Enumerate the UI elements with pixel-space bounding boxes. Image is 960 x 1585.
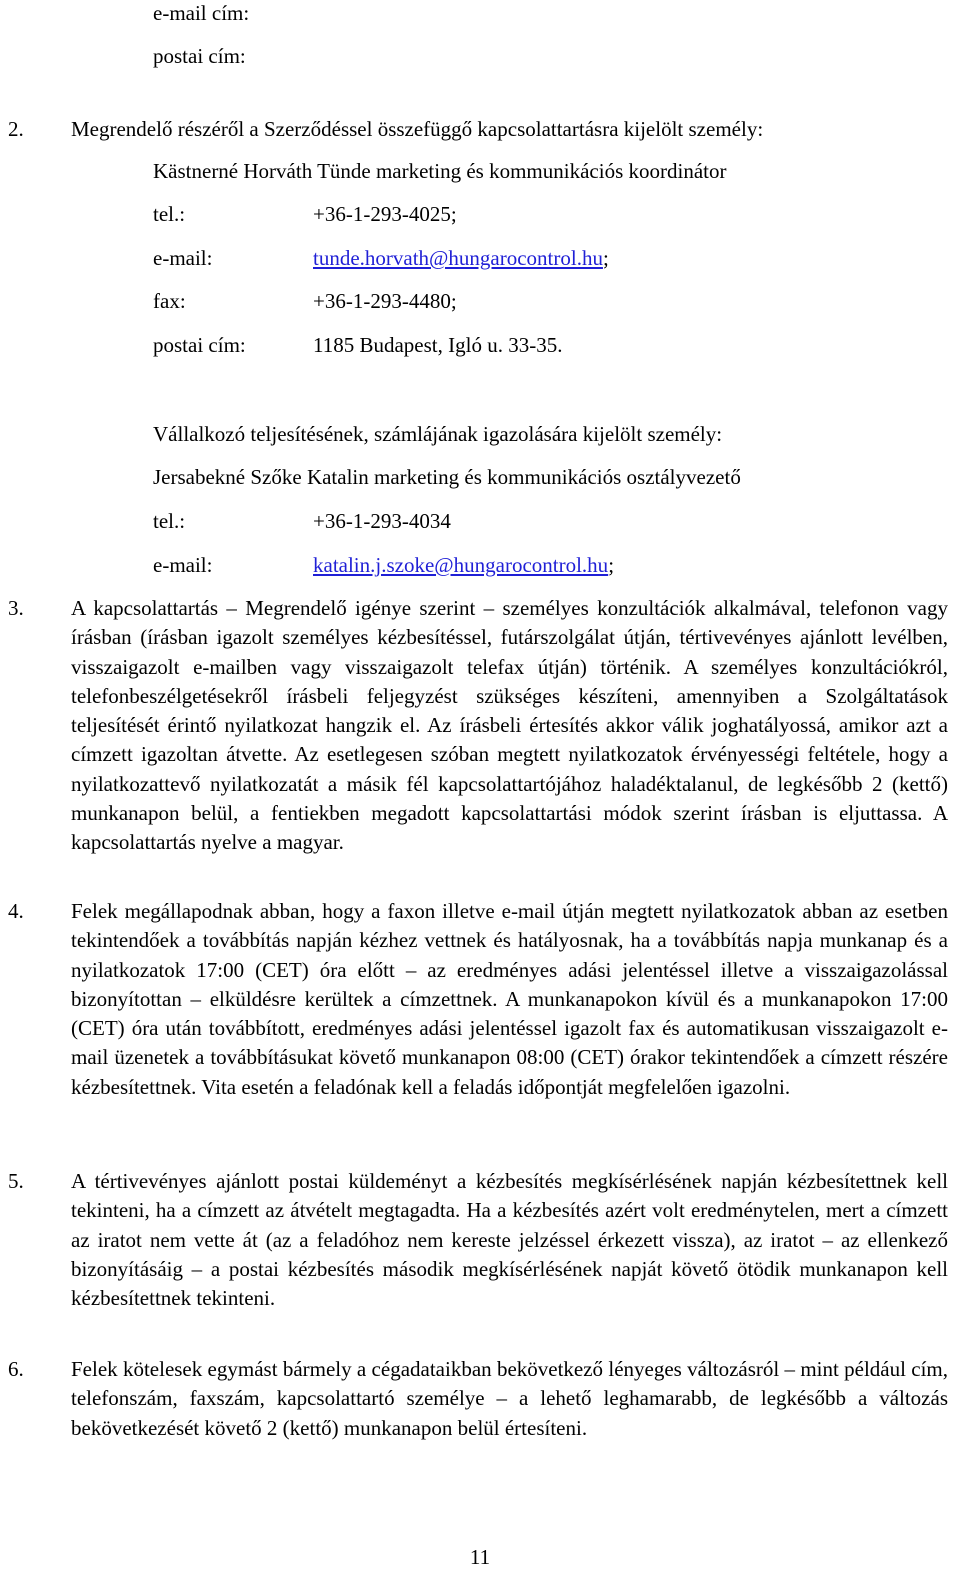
fax-value: +36-1-293-4480; <box>313 289 457 313</box>
paragraph: A tértivevényes ajánlott postai küldeményt a kézbesítés megkísérlésének napján kézbesítettnek kell tekinteni, ha a címzett az átvételt megtagadta. Ha a kézbesítés azért volt eredménytelen, mert a címzett az iratot nem vette át (az a feladóhoz nem kereste jelzéssel érkezett vissza), az iratot – az ellenkező bizonyításáig – a postai kézbesítés második megkísérlésének napját követő ötödik munkanapon kell kézbesítettnek tekinteni. <box>71 1169 948 1311</box>
paragraph: A kapcsolattartás – Megrendelő igénye szerint – személyes konzultációk alkalmával, telefonon vagy írásban (írásban igazolt személyes kézbesítéssel, futárszolgálat útján, tértivevényes ajánlott levélben, visszaigazolt e-mailben vagy visszaigazolt telefax útján) történik. A személyes konzultációkról, telefonbeszélgetésekről írásbeli feljegyzést szükséges készíteni, amennyiben a Szolgáltatások teljesítését érintő nyilatkozat hangzik el. Az írásbeli értesítés akkor válik joghatályossá, amikor azt a címzett igazoltan átvette. Az esetlegesen szóban megtett nyilatkozatok érvényességi feltétele, hogy a nyilatkozattevő nyilatkozatát a másik fél kapcsolattartójához haladéktalanul, de legkésőbb 2 (kettő) munkanapon belül, a fentiekben megadott kapcsolattartási módok szerint írásban is eljuttassa. A kapcsolattartás nyelve a magyar. <box>71 596 948 855</box>
postal-value: 1185 Budapest, Igló u. 33-35. <box>313 333 563 357</box>
email-link[interactable]: tunde.horvath@hungarocontrol.hu <box>313 246 603 270</box>
email-suffix: ; <box>602 246 609 270</box>
tel-value: +36-1-293-4034 <box>313 509 451 533</box>
item-number: 4. <box>8 899 24 923</box>
email-value-container <box>313 245 609 271</box>
section-heading: Vállalkozó teljesítésének, számlájának igazolására kijelölt személy: <box>153 422 723 446</box>
item-number: 6. <box>8 1357 24 1381</box>
email-label: e-mail: <box>153 246 213 270</box>
postal-label: postai cím: <box>153 44 246 68</box>
section-heading: Megrendelő részéről a Szerződéssel összefüggő kapcsolattartásra kijelölt személy: <box>71 117 764 141</box>
postal-label: postai cím: <box>153 333 246 357</box>
email-link[interactable]: katalin.j.szoke@hungarocontrol.hu <box>313 553 609 577</box>
email-label: e-mail cím: <box>153 1 250 25</box>
contact-person: Jersabekné Szőke Katalin marketing és kommunikációs osztályvezető <box>153 465 741 489</box>
email-suffix: ; <box>608 553 615 577</box>
page-number: 11 <box>469 1545 491 1569</box>
item-number: 3. <box>8 596 24 620</box>
item-number: 2. <box>8 117 24 141</box>
tel-label: tel.: <box>153 202 186 226</box>
tel-value: +36-1-293-4025; <box>313 202 457 226</box>
paragraph: Felek megállapodnak abban, hogy a faxon illetve e-mail útján megtett nyilatkozatok abban az esetben tekintendőek a továbbítás napján kézhez vettnek és hatályosnak, ha a továbbítás napja munkanap és a nyilatkozatok 17:00 (CET) óra előtt – az eredményes adási jelentéssel illetve a visszaigazolással bizonyítottan – elküldésre kerültek a címzettnek. A munkanapokon kívül és a munkanapokon 17:00 (CET) óra után továbbított, eredményes adási jelentéssel igazolt fax és automatikusan visszaigazolt e-mail üzenetek a továbbításukat követő munkanapon 08:00 (CET) órakor tekintendőek a címzett részére kézbesítettnek. Vita esetén a feladónak kell a feladás időpontját megfelelően igazolni. <box>71 899 948 1099</box>
item-number: 5. <box>8 1169 24 1193</box>
fax-label: fax: <box>153 289 186 313</box>
email-label: e-mail: <box>153 553 213 577</box>
paragraph: Felek kötelesek egymást bármely a cégadataikban bekövetkező lényeges változásról – mint például cím, telefonszám, faxszám, kapcsolattartó személye – a lehető leghamarabb, de legkésőbb a változás bekövetkezését követő 2 (kettő) munkanapon belül értesíteni. <box>71 1357 948 1440</box>
contact-person: Kästnerné Horváth Tünde marketing és kommunikációs koordinátor <box>153 159 727 183</box>
tel-label: tel.: <box>153 509 186 533</box>
email-value-container <box>313 552 614 578</box>
